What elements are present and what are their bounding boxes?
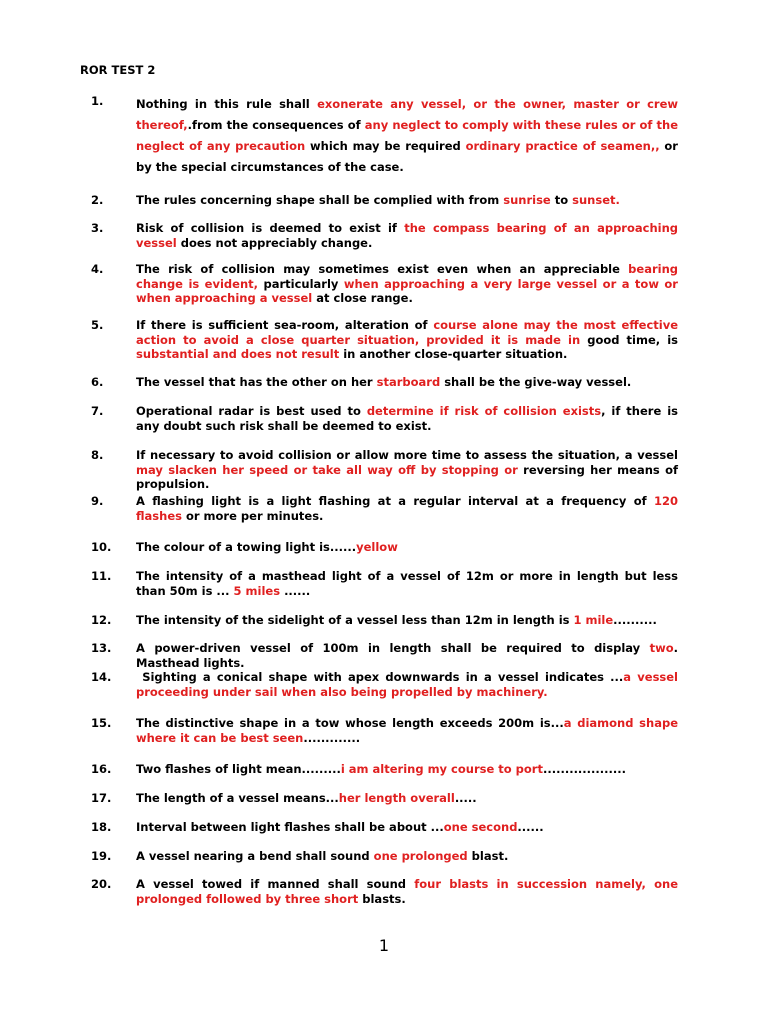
question-text-segment: The distinctive shape in a tow whose length exceeds 200m is... [136, 716, 564, 730]
question-text-segment: If there is sufficient sea-room, alteration of [136, 318, 434, 332]
question-number: 10. [91, 540, 112, 554]
answer-text: bearing change is evident, [136, 262, 678, 291]
question-text-segment: A power-driven vessel of 100m in length shall be required to display [136, 641, 650, 655]
question-number: 16. [91, 762, 112, 776]
question-text-segment: The vessel that has the other on her [136, 375, 377, 389]
question-text-segment: The intensity of the sidelight of a vessel less than 12m in length is [136, 613, 574, 627]
answer-text: any neglect to comply with these rules or of the neglect of any precaution [136, 118, 678, 153]
question-text [136, 641, 678, 670]
question-text-segment: does not appreciably change. [176, 235, 373, 250]
question-text-segment: Risk of collision is deemed to exist if [136, 221, 405, 235]
question-text [136, 375, 678, 390]
question-number: 5. [91, 318, 104, 332]
question-text [136, 193, 678, 208]
question-text-segment: or by the special circumstances of the case. [136, 139, 678, 174]
question-number: 3. [91, 221, 104, 235]
question-text [136, 716, 678, 745]
question-text-segment: Interval between light flashes shall be about ... [136, 820, 444, 834]
question-text [136, 569, 678, 598]
answer-text: sunrise [503, 193, 551, 207]
answer-text: 5 miles [233, 583, 281, 598]
question-text [136, 221, 678, 250]
answer-text: ordinary practice of seamen,, [465, 139, 660, 153]
question-text-segment: ..... [454, 791, 477, 805]
question-text [136, 670, 678, 699]
question-number: 6. [91, 375, 104, 389]
answer-text: a diamond shape where it can be best seen [136, 716, 679, 745]
question-text-segment: which may be required [305, 139, 466, 153]
answer-text: her length overall [338, 791, 455, 805]
answer-text: a vessel proceeding under sail when also being propelled by machinery. [136, 670, 678, 699]
question-text-segment: particularly [258, 276, 344, 291]
question-number: 9. [91, 494, 104, 508]
answer-text: substantial and does not result [136, 347, 340, 361]
question-number: 15. [91, 716, 112, 730]
question-text-segment: Operational radar is best used to [136, 404, 367, 418]
answer-text: may slacken her speed or take all way off by stopping or [136, 462, 518, 477]
answer-text: starboard [376, 375, 441, 389]
question-text-segment: reversing her means of propulsion. [136, 462, 679, 491]
question-text [136, 448, 678, 492]
question-text [136, 94, 678, 178]
question-text [136, 613, 678, 628]
question-text [136, 820, 678, 835]
question-text-segment: A vessel towed if manned shall sound [136, 877, 415, 891]
question-number: 8. [91, 448, 104, 462]
document-title: ROR TEST 2 [80, 63, 156, 77]
question-text-segment: The rules concerning shape shall be complied with from [136, 193, 504, 207]
question-number: 18. [91, 820, 112, 834]
answer-text: yellow [356, 540, 398, 554]
question-number: 19. [91, 849, 112, 863]
question-text-segment: Nothing in this rule shall [136, 97, 318, 111]
question-number: 4. [91, 262, 104, 276]
question-text-segment: shall be the give-way vessel. [440, 375, 632, 389]
question-text-segment: at close range. [312, 291, 413, 305]
question-number: 20. [91, 877, 112, 891]
question-text [136, 762, 678, 777]
question-text [136, 262, 678, 306]
answer-text: 1 mile [573, 613, 614, 627]
question-text [136, 494, 678, 523]
question-text-segment: Two flashes of light mean......... [136, 762, 341, 776]
question-text-segment: to [550, 193, 573, 207]
answer-text: one second [443, 820, 518, 834]
question-text-segment: .......... [613, 613, 657, 627]
question-text-segment: The length of a vessel means... [136, 791, 339, 805]
question-text-segment: If necessary to avoid collision or allow more time to assess the situation, a vessel [136, 448, 678, 462]
question-text-segment: or more per minutes. [181, 508, 324, 523]
question-text-segment: ...... [280, 583, 311, 598]
answer-text: the compass bearing of an approaching vessel [136, 221, 679, 250]
answer-text: determine if risk of collision exists [366, 404, 602, 418]
question-text [136, 318, 678, 362]
question-text-segment: , if there is any doubt such risk shall be deemed to exist. [136, 404, 678, 433]
question-text [136, 404, 678, 433]
question-text-segment: ............. [303, 730, 361, 745]
answer-text: two [649, 641, 674, 655]
question-text-segment: The intensity of a masthead light of a vessel of 12m or more in length but less than 50m is ... [136, 569, 678, 598]
question-text-segment: good time, is [580, 332, 678, 347]
question-text-segment: ...... [517, 820, 544, 834]
answer-text: four blasts in succession namely, one prolonged followed by three short [136, 877, 679, 906]
answer-text: one prolonged [373, 849, 468, 863]
question-number: 17. [91, 791, 112, 805]
question-text-segment: The risk of collision may sometimes exist even when an appreciable [136, 262, 629, 276]
question-number: 14. [91, 670, 112, 684]
question-text-segment: The colour of a towing light is...... [136, 540, 357, 554]
answer-text: exonerate any vessel, or the owner, master or crew thereof, [136, 97, 679, 132]
question-text-segment: ................... [542, 762, 626, 776]
question-number: 13. [91, 641, 112, 655]
page-number: 1 [378, 936, 390, 955]
question-text [136, 877, 678, 906]
answer-text: sunset. [572, 193, 620, 207]
answer-text: when approaching a very large vessel or a tow or when approaching a vessel [136, 276, 678, 305]
question-text-segment: .from the consequences of [187, 118, 365, 132]
question-text-segment: A vessel nearing a bend shall sound [136, 849, 374, 863]
question-text-segment: Sighting a conical shape with apex downwards in a vessel indicates ... [136, 670, 624, 684]
question-text [136, 791, 678, 806]
question-text [136, 849, 678, 864]
question-number: 11. [91, 569, 112, 583]
question-text-segment: blast. [467, 849, 509, 863]
question-text-segment: A flashing light is a light flashing at a regular interval at a frequency of [136, 494, 654, 508]
question-text-segment: blasts. [358, 891, 406, 906]
question-number: 2. [91, 193, 104, 207]
question-text-segment: in another close-quarter situation. [339, 347, 568, 361]
answer-text: i am altering my course to port [340, 762, 543, 776]
question-text-segment: . Masthead lights. [136, 641, 678, 670]
answer-text: 120 flashes [136, 494, 678, 523]
question-number: 1. [91, 94, 104, 108]
question-text [136, 540, 678, 555]
answer-text: course alone may the most effective action to avoid a close quarter situation, provided it is made in [136, 318, 679, 347]
question-number: 12. [91, 613, 112, 627]
question-number: 7. [91, 404, 104, 418]
